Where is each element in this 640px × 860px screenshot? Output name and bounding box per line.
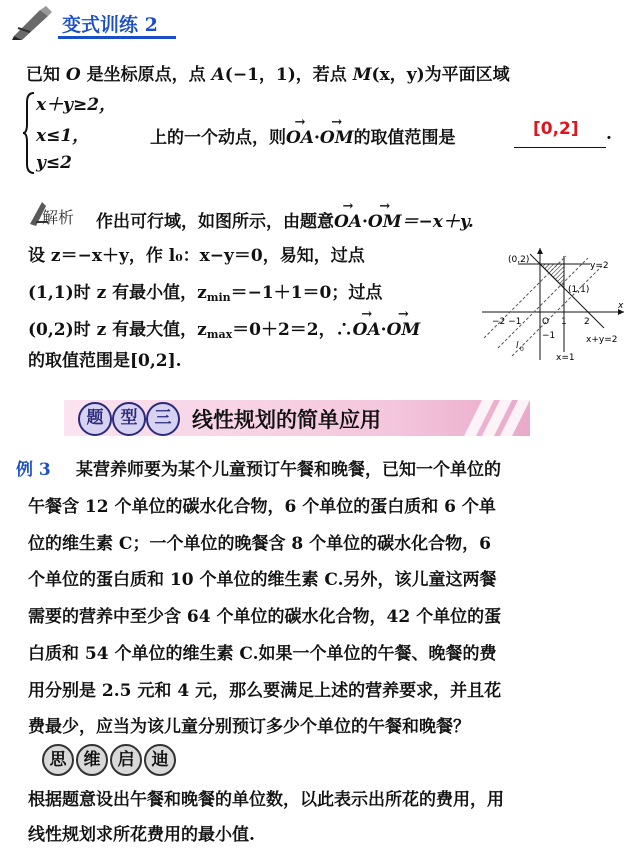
label-x-eq-1: x=1 [556, 353, 575, 363]
hint-char-1: 思 [42, 744, 74, 776]
label-point-0-2: (0,2) [508, 255, 530, 265]
label-neg1: −1 [542, 331, 556, 341]
analysis-line-1: 作出可行域，如图所示，由题意→ OA·→ OM＝−x＋y. [96, 207, 474, 232]
label-l0: l [516, 341, 519, 351]
hint-char-3: 启 [110, 744, 142, 776]
constraint-1: x＋y≥2， [36, 95, 117, 115]
constraint-2: x≤1， [36, 126, 90, 146]
analysis-badge-label: 解析 [42, 208, 75, 227]
answer-value: [0,2] [533, 119, 579, 139]
answer-period: . [606, 124, 612, 144]
label-point-1-1: (1,1) [568, 285, 590, 295]
example-line-2: 午餐含 12 个单位的碳水化合物，6 个单位的蛋白质和 6 个单 [28, 497, 496, 517]
problem-line-1: 已知 O 是坐标原点，点 A(−1，1)，若点 M(x，y)为平面区域 [26, 65, 510, 85]
example-line-1: 某营养师要为某个儿童预订午餐和晚餐，已知一个单位的 [76, 460, 501, 480]
badge-char-3: 三 [146, 402, 180, 436]
label-tick-1: 1 [561, 317, 567, 327]
label-tick-2: 2 [584, 317, 590, 327]
label-origin: O [542, 317, 550, 327]
example-line-6: 白质和 54 个单位的维生素 C.如果一个单位的午餐、晚餐的费 [28, 644, 497, 664]
hint-char-2: 维 [76, 744, 108, 776]
brace [22, 92, 36, 174]
analysis-line-2: 设 z＝−x＋y，作 l₀：x−y＝0，易知，过点 [28, 246, 365, 266]
hint-line-1: 根据题意设出午餐和晚餐的单位数，以此表示出所花的费用，用 [28, 790, 504, 810]
example-label: 例 3 [16, 460, 51, 480]
label-y-eq-2: y=2 [590, 261, 609, 271]
analysis-line-3: (1,1)时 z 有最小值，$z_{min}=-1+1=0$；过点 [28, 283, 383, 304]
analysis-line-5: 的取值范围是[0,2]. [28, 351, 182, 371]
band-title: 线性规划的简单应用 [192, 408, 381, 432]
constraint-3: y≤2 [36, 153, 72, 173]
label-x-plus-y-eq-2: x+y=2 [586, 335, 618, 345]
answer-blank [514, 147, 606, 148]
example-line-8: 费最少，应当为该儿童分别预订多少个单位的午餐和晚餐？ [28, 717, 470, 737]
label-x-axis: x [618, 301, 624, 311]
analysis-line-4: (0,2)时 z 有最大值，$z_{max}=0+2=2$，∴→ OA·→ OM [28, 315, 420, 341]
badge-char-2: 型 [112, 402, 146, 436]
example-line-3: 位的维生素 C；一个单位的晚餐含 8 个单位的碳水化合物，6 [28, 534, 491, 554]
label-x-ticks: −2 −1 [492, 317, 522, 327]
hint-line-2: 线性规划求所花费用的最小值. [28, 825, 255, 845]
section-title: 变式训练 2 [62, 14, 158, 36]
problem-question: 上的一个动点，则→ OA·→ OM的取值范围是 [150, 123, 456, 148]
label-l0-sub: 0 [520, 346, 524, 353]
pen-icon [10, 6, 54, 40]
example-line-7: 用分别是 2.5 元和 4 元，那么要满足上述的营养要求，并且花 [28, 681, 502, 701]
example-line-5: 需要的营养中至少含 64 个单位的碳水化合物，42 个单位的蛋 [28, 607, 502, 627]
hint-char-4: 迪 [144, 744, 176, 776]
section-title-underline [58, 36, 176, 39]
feasible-region-graph [478, 246, 628, 364]
example-line-4: 个单位的蛋白质和 10 个单位的维生素 C.另外，该儿童这两餐 [28, 570, 497, 590]
badge-char-1: 题 [78, 402, 112, 436]
